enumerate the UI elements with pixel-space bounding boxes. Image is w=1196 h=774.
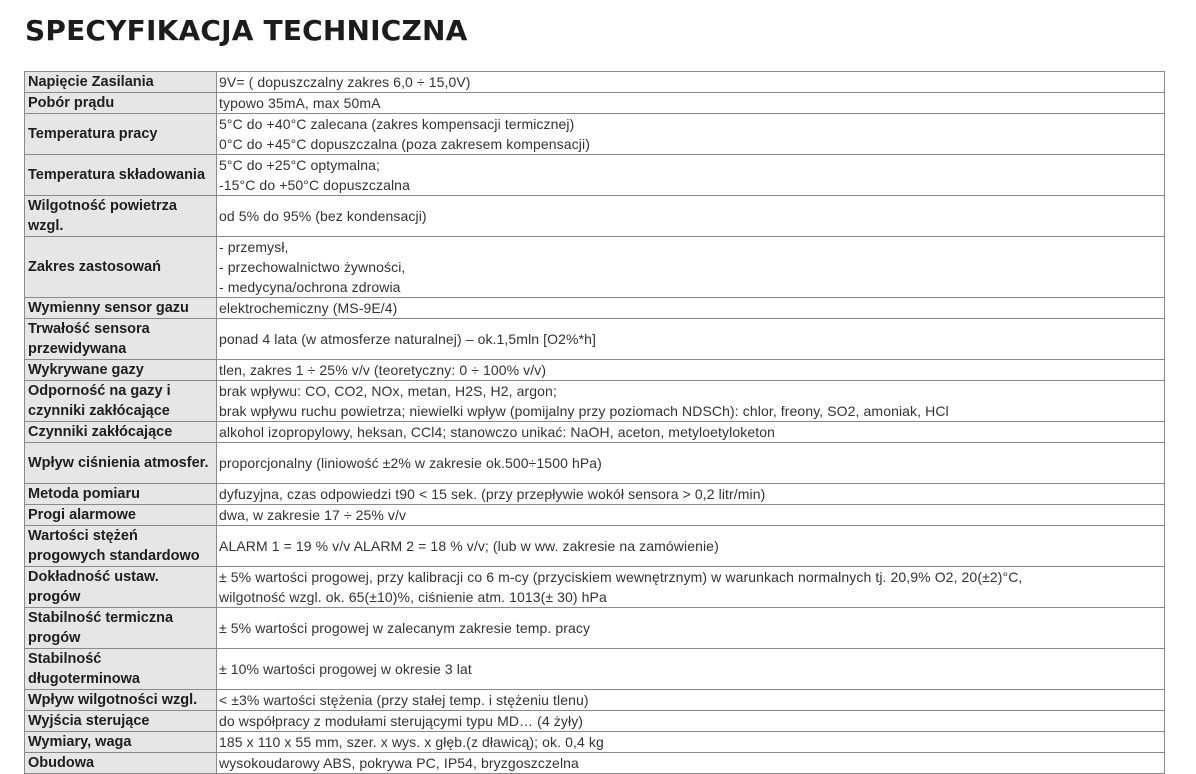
spec-row [25, 649, 1165, 690]
spec-value [217, 155, 1165, 196]
spec-value-line: 5°C do +25°C optymalna; [219, 157, 380, 173]
spec-value [217, 567, 1165, 608]
spec-table [24, 71, 1165, 774]
spec-value-line: tlen, zakres 1 ÷ 25% v/v (teoretyczny: 0 ÷ 100% v/v) [219, 362, 547, 378]
spec-value-line: 185 x 110 x 55 mm, szer. x wys. x głęb.(z dławicą); ok. 0,4 kg [219, 734, 604, 750]
spec-value [217, 526, 1165, 567]
spec-value-line: proporcjonalny (liniowość ±2% w zakresie ok.500÷1500 hPa) [219, 455, 602, 471]
spec-label: Wartości stężeń progowych standardowo [25, 526, 217, 567]
spec-row [25, 526, 1165, 567]
page-title: SPECYFIKACJA TECHNICZNA [25, 14, 468, 47]
spec-value-line: ± 5% wartości progowej, przy kalibracji co 6 m-cy (przyciskiem wewnętrznym) w warunkach normalnych tj. 20,9% O2, 20(±2)°C, [219, 569, 1023, 585]
spec-row [25, 114, 1165, 155]
spec-value-line: elektrochemiczny (MS-9E/4) [219, 300, 398, 316]
spec-value-line: do współpracy z modułami sterującymi typu MD… (4 żyły) [219, 713, 584, 729]
spec-row [25, 567, 1165, 608]
spec-label: Odporność na gazy i czynniki zakłócające [25, 381, 217, 422]
spec-value [217, 360, 1165, 381]
spec-label: Metoda pomiaru [25, 484, 217, 505]
spec-value-line: od 5% do 95% (bez kondensacji) [219, 208, 427, 224]
spec-value-line: 0°C do +45°C dopuszczalna (poza zakresem kompensacji) [219, 136, 590, 152]
spec-value-line: -15°C do +50°C dopuszczalna [219, 177, 410, 193]
spec-value-line: - przechowalnictwo żywności, [219, 259, 406, 275]
spec-value [217, 711, 1165, 732]
spec-label: Wymienny sensor gazu [25, 298, 217, 319]
spec-label: Temperatura pracy [25, 114, 217, 155]
spec-row [25, 319, 1165, 360]
spec-value-line: - medycyna/ochrona zdrowia [219, 279, 401, 295]
spec-row [25, 360, 1165, 381]
spec-row [25, 298, 1165, 319]
spec-value [217, 114, 1165, 155]
spec-row [25, 381, 1165, 422]
spec-value [217, 753, 1165, 774]
spec-value-line: wysokoudarowy ABS, pokrywa PC, IP54, bryzgoszczelna [219, 755, 579, 771]
spec-value-line: typowo 35mA, max 50mA [219, 95, 381, 111]
spec-row [25, 443, 1165, 484]
spec-row [25, 690, 1165, 711]
spec-row [25, 72, 1165, 93]
spec-value-line: alkohol izopropylowy, heksan, CCl4; stanowczo unikać: NaOH, aceton, metyloetyloketon [219, 424, 775, 440]
spec-value [217, 690, 1165, 711]
spec-value [217, 196, 1165, 237]
spec-label: Napięcie Zasilania [25, 72, 217, 93]
spec-value-line: < ±3% wartości stężenia (przy stałej temp. i stężeniu tlenu) [219, 692, 589, 708]
spec-value [217, 649, 1165, 690]
spec-value-line: ± 5% wartości progowej w zalecanym zakresie temp. pracy [219, 620, 591, 636]
spec-label: Wyjścia sterujące [25, 711, 217, 732]
spec-value-line: ALARM 1 = 19 % v/v ALARM 2 = 18 % v/v; (lub w ww. zakresie na zamówienie) [219, 538, 719, 554]
spec-value-line: brak wpływu: CO, CO2, NOx, metan, H2S, H2, argon; [219, 383, 557, 399]
spec-value-line: brak wpływu ruchu powietrza; niewielki wpływ (pomijalny przy poziomach NDSCh): chlor, freony, SO2, amoniak, HCl [219, 403, 949, 419]
spec-label: Trwałość sensora przewidywana [25, 319, 217, 360]
spec-value [217, 732, 1165, 753]
spec-label: Obudowa [25, 753, 217, 774]
spec-row [25, 422, 1165, 443]
spec-value [217, 237, 1165, 298]
spec-label: Dokładność ustaw. progów [25, 567, 217, 608]
spec-label: Wpływ ciśnienia atmosfer. [25, 443, 217, 484]
spec-value [217, 298, 1165, 319]
spec-label: Progi alarmowe [25, 505, 217, 526]
spec-value-line: wilgotność wzgl. ok. 65(±10)%, ciśnienie atm. 1013(± 30) hPa [219, 589, 607, 605]
spec-value-line: - przemysł, [219, 239, 289, 255]
spec-value [217, 72, 1165, 93]
spec-label: Wymiary, waga [25, 732, 217, 753]
spec-table-body [25, 72, 1165, 774]
spec-value [217, 93, 1165, 114]
spec-value-line: dwa, w zakresie 17 ÷ 25% v/v [219, 507, 407, 523]
spec-value [217, 319, 1165, 360]
spec-label: Pobór prądu [25, 93, 217, 114]
spec-value [217, 381, 1165, 422]
spec-label: Zakres zastosowań [25, 237, 217, 298]
spec-row [25, 155, 1165, 196]
spec-value [217, 484, 1165, 505]
spec-value-line: ± 10% wartości progowej w okresie 3 lat [219, 661, 472, 677]
spec-label: Wykrywane gazy [25, 360, 217, 381]
spec-value-line: dyfuzyjna, czas odpowiedzi t90 < 15 sek. (przy przepływie wokół sensora > 0,2 litr/min) [219, 486, 766, 502]
spec-row [25, 753, 1165, 774]
spec-row [25, 608, 1165, 649]
spec-row [25, 711, 1165, 732]
spec-label: Stabilność termiczna progów [25, 608, 217, 649]
spec-label: Wpływ wilgotności wzgl. [25, 690, 217, 711]
spec-value [217, 443, 1165, 484]
spec-row [25, 505, 1165, 526]
spec-value-line: ponad 4 lata (w atmosferze naturalnej) – ok.1,5mln [O2%*h] [219, 331, 596, 347]
spec-value [217, 422, 1165, 443]
spec-row [25, 484, 1165, 505]
spec-row [25, 93, 1165, 114]
spec-row [25, 196, 1165, 237]
spec-value-line: 9V= ( dopuszczalny zakres 6,0 ÷ 15,0V) [219, 74, 471, 90]
spec-label: Stabilność długoterminowa [25, 649, 217, 690]
spec-label: Temperatura składowania [25, 155, 217, 196]
spec-label: Czynniki zakłócające [25, 422, 217, 443]
spec-row [25, 732, 1165, 753]
spec-value [217, 608, 1165, 649]
spec-value-line: 5°C do +40°C zalecana (zakres kompensacji termicznej) [219, 116, 575, 132]
spec-row [25, 237, 1165, 298]
spec-value [217, 505, 1165, 526]
spec-label: Wilgotność powietrza wzgl. [25, 196, 217, 237]
